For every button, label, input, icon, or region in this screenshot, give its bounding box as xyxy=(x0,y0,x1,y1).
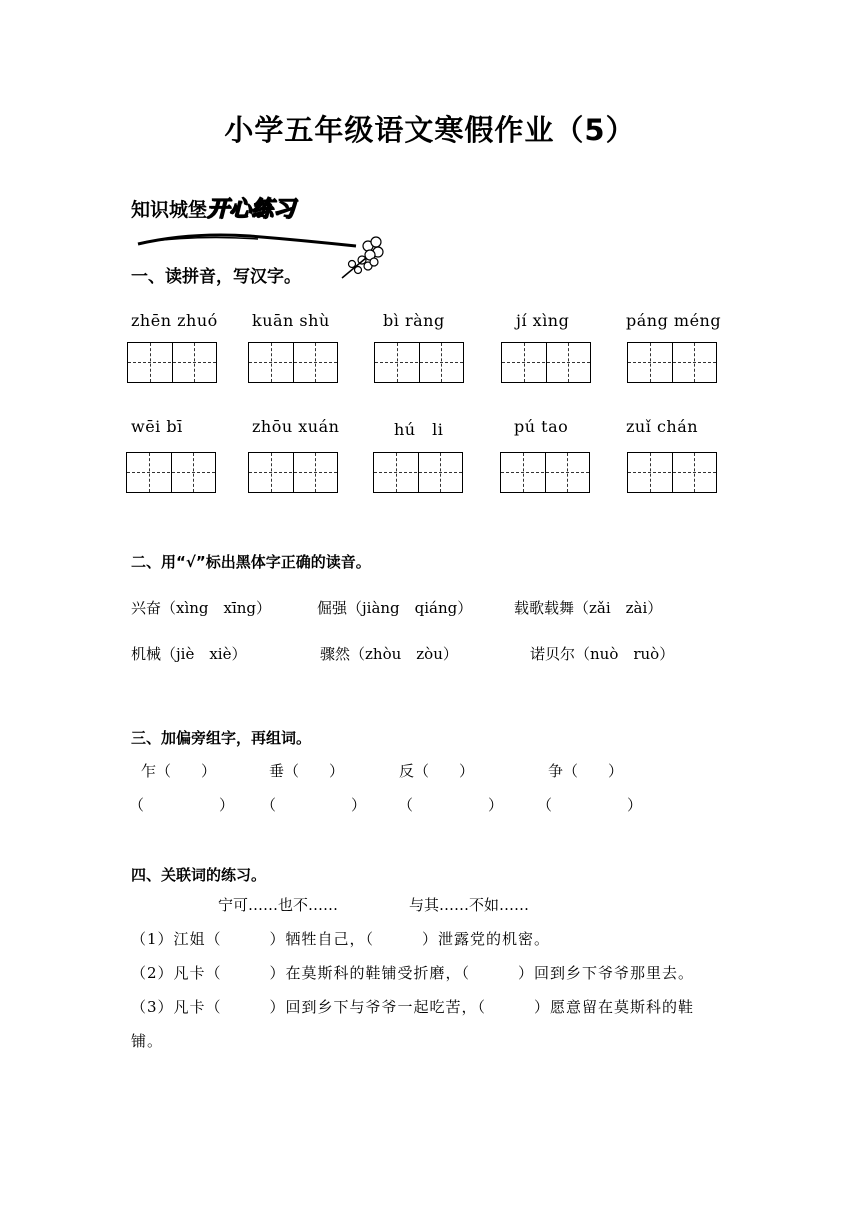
conjunction-option: 宁可……也不…… xyxy=(218,896,339,914)
section2-heading: 二、用“√”标出黑体字正确的读音。 xyxy=(131,553,371,571)
radical-char: 乍（ ） xyxy=(141,762,217,780)
section4-heading: 四、关联词的练习。 xyxy=(131,866,267,884)
exercise-sentence: （3）凡卡（ ）回到乡下与爷爷一起吃苦，（ ）愿意留在莫斯科的鞋 xyxy=(131,998,695,1016)
pinyin-label: bì ràng xyxy=(383,311,445,330)
reading-choice: 机械（jiè xiè） xyxy=(131,645,247,663)
pinyin-label: páng méng xyxy=(626,311,722,330)
reading-choice: 载歌载舞（zǎi zài） xyxy=(514,599,663,617)
word-blank[interactable]: （ ） xyxy=(129,796,235,814)
exercise-sentence: （2）凡卡（ ）在莫斯科的鞋铺受折磨，（ ）回到乡下爷爷那里去。 xyxy=(131,964,695,982)
pinyin-label: hú li xyxy=(394,420,444,439)
radical-char: 反（ ） xyxy=(399,762,475,780)
pinyin-label: wēi bī xyxy=(131,417,183,436)
section1-heading: 一、读拼音，写汉字。 xyxy=(131,267,301,287)
pinyin-label: zuǐ chán xyxy=(626,417,699,436)
banner-script-text: 开心练习 xyxy=(207,197,296,222)
writing-grid-box[interactable] xyxy=(248,452,338,493)
writing-grid-box[interactable] xyxy=(248,342,338,383)
exercise-sentence: （1）江姐（ ）牺牲自己，（ ）泄露党的机密。 xyxy=(131,930,551,948)
pinyin-label: pú tao xyxy=(514,417,569,436)
writing-grid-box[interactable] xyxy=(127,342,217,383)
writing-grid-box[interactable] xyxy=(501,342,591,383)
page-title: 小学五年级语文寒假作业（5） xyxy=(224,113,636,147)
pinyin-label: kuān shù xyxy=(252,311,330,330)
reading-choice: 倔强（jiàng qiáng） xyxy=(317,599,473,617)
writing-grid-box[interactable] xyxy=(627,342,717,383)
writing-grid-box[interactable] xyxy=(627,452,717,493)
reading-choice: 兴奋（xìng xīng） xyxy=(131,599,272,617)
writing-grid-box[interactable] xyxy=(374,342,464,383)
reading-choice: 骤然（zhòu zòu） xyxy=(320,645,458,663)
conjunction-option: 与其……不如…… xyxy=(409,896,530,914)
banner-main-text: 知识城堡 xyxy=(131,199,208,221)
writing-grid-box[interactable] xyxy=(373,452,463,493)
pinyin-label: zhēn zhuó xyxy=(131,311,218,330)
word-blank[interactable]: （ ） xyxy=(261,796,367,814)
section-banner xyxy=(131,192,295,223)
radical-char: 争（ ） xyxy=(548,762,624,780)
exercise-sentence: 铺。 xyxy=(131,1032,164,1050)
writing-grid-box[interactable] xyxy=(500,452,590,493)
writing-grid-box[interactable] xyxy=(126,452,216,493)
word-blank[interactable]: （ ） xyxy=(537,796,643,814)
pinyin-label: jí xìng xyxy=(516,311,570,330)
word-blank[interactable]: （ ） xyxy=(398,796,504,814)
radical-char: 垂（ ） xyxy=(269,762,345,780)
pinyin-label: zhōu xuán xyxy=(252,417,340,436)
section3-heading: 三、加偏旁组字，再组词。 xyxy=(131,729,312,747)
reading-choice: 诺贝尔（nuò ruò） xyxy=(530,645,675,663)
